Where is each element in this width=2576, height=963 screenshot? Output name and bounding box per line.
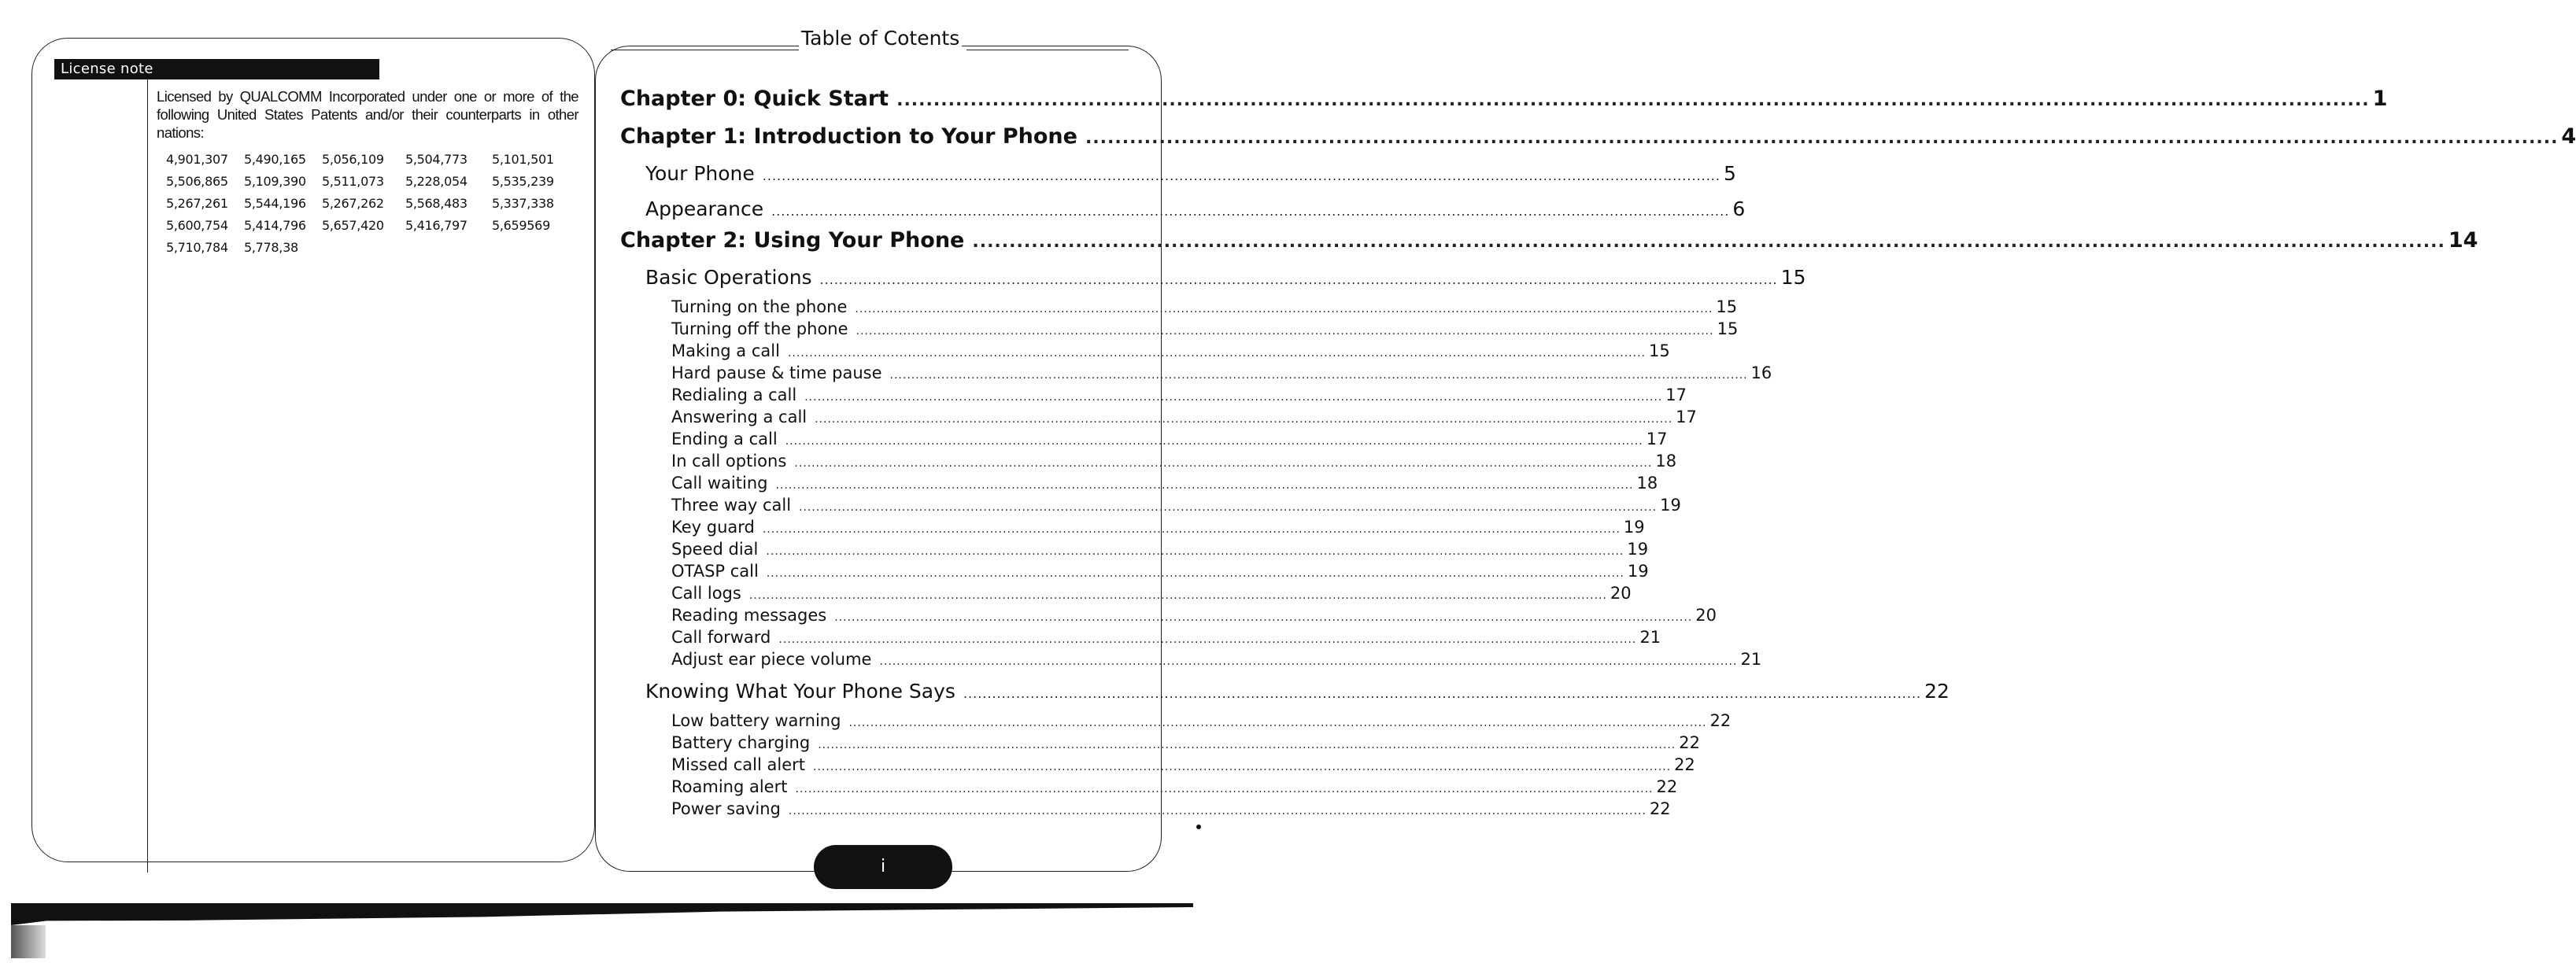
dot-leader: ........................................................................................................................................................................................................ [819,272,1778,287]
dot-leader: ........................................................................................................................................................................................................ [963,686,1922,701]
toc-subsection-entry[interactable] [671,799,1671,818]
license-page-frame [31,38,595,862]
toc-page-number: 16 [1750,363,1772,382]
toc-subsection-entry[interactable] [671,755,1695,774]
toc-entry-label: Battery charging [671,733,811,752]
toc-page-number: 22 [1656,777,1678,796]
patent-number: 5,337,338 [492,196,554,211]
scan-speck [1196,825,1201,829]
toc-entry-label: Call logs [671,584,741,603]
toc-subsection-entry[interactable] [671,430,1668,448]
toc-title: Table of Cotents [799,27,962,50]
toc-subsection-entry[interactable] [671,297,1738,316]
patent-number: 5,710,784 [166,240,228,255]
toc-subsection-entry[interactable] [671,341,1670,360]
patent-number: 5,416,797 [405,218,468,233]
dot-leader: ........................................................................................................................................................................................................ [794,457,1653,470]
dot-leader: ........................................................................................................................................................................................................ [879,655,1738,668]
dot-leader: ........................................................................................................................................................................................................ [818,739,1676,751]
page-number-badge: i [814,845,952,889]
toc-subsection-entry[interactable] [671,606,1717,625]
toc-page-number: 17 [1676,408,1697,426]
patent-number: 5,228,054 [405,174,468,189]
toc-entry-label: Missed call alert [671,755,806,774]
toc-entry-label: OTASP call [671,562,759,581]
toc-page-number: 18 [1655,452,1677,470]
toc-page-number: 1 [2372,87,2388,111]
patent-number: 5,535,239 [492,174,554,189]
toc-page-number: 18 [1636,474,1658,493]
toc-page-number: 22 [1649,799,1671,818]
toc-entry-label: Chapter 0: Quick Start [620,87,889,111]
dot-leader: ........................................................................................................................................................................................................ [972,232,2445,252]
toc-subsection-entry[interactable] [671,363,1772,382]
toc-section-entry[interactable] [645,162,1736,185]
toc-page-number: 15 [1648,341,1670,360]
toc-subsection-entry[interactable] [671,474,1658,493]
toc-entry-label: Key guard [671,518,755,537]
patent-number: 5,568,483 [405,196,468,211]
license-note-header: License note [54,59,379,79]
toc-chapter-entry[interactable] [620,228,2478,253]
toc-subsection-entry[interactable] [671,562,1649,581]
toc-chapter-entry[interactable] [620,87,2388,111]
toc-entry-label: Chapter 2: Using Your Phone [620,228,965,253]
dot-leader: ........................................................................................................................................................................................................ [785,435,1643,448]
patent-number: 5,267,261 [166,196,228,211]
dot-leader: ........................................................................................................................................................................................................ [766,545,1624,558]
toc-page-number: 20 [1610,584,1632,603]
patent-number: 4,901,307 [166,152,228,167]
toc-entry-label: Redialing a call [671,386,797,404]
dot-leader: ........................................................................................................................................................................................................ [889,369,1748,382]
toc-subsection-entry[interactable] [671,319,1739,338]
toc-page-number: 17 [1665,386,1687,404]
dot-leader: ........................................................................................................................................................................................................ [813,761,1672,773]
dot-leader: ........................................................................................................................................................................................................ [834,611,1693,624]
toc-subsection-entry[interactable] [671,584,1632,603]
dot-leader: ........................................................................................................................................................................................................ [788,805,1646,817]
dot-leader: ........................................................................................................................................................................................................ [855,303,1713,315]
dot-leader: ........................................................................................................................................................................................................ [848,717,1707,729]
toc-subsection-entry[interactable] [671,540,1649,559]
dot-leader: ........................................................................................................................................................................................................ [748,589,1607,602]
dot-leader: ........................................................................................................................................................................................................ [1085,128,2559,148]
toc-entry-label: Answering a call [671,408,808,426]
patent-number: 5,109,390 [244,174,306,189]
toc-entry-label: Power saving [671,799,781,818]
patent-number: 5,600,754 [166,218,228,233]
patent-number: 5,506,865 [166,174,228,189]
toc-entry-label: Hard pause & time pause [671,363,882,382]
toc-entry-label: Speed dial [671,540,759,559]
dot-leader: ........................................................................................................................................................................................................ [771,204,1730,219]
dot-leader: ........................................................................................................................................................................................................ [787,347,1646,360]
toc-page-number: 22 [1679,733,1700,752]
toc-entry-label: Turning on the phone [671,297,848,316]
toc-page-number: 22 [1924,680,1950,703]
patent-number: 5,101,501 [492,152,554,167]
license-vertical-rule [147,79,148,873]
toc-entry-label: Roaming alert [671,777,788,796]
patent-number: 5,504,773 [405,152,468,167]
toc-subsection-entry[interactable] [671,777,1678,796]
toc-chapter-entry[interactable] [620,124,2576,149]
patent-number: 5,414,796 [244,218,306,233]
toc-page-number: 22 [1709,711,1732,730]
toc-entry-label: Ending a call [671,430,778,448]
toc-section-entry[interactable] [645,266,1806,289]
license-body-text: Licensed by QUALCOMM Incorporated under one or more of the following United States Patents and/or their counterparts in other nations: [157,88,578,141]
toc-entry-label: Low battery warning [671,711,841,730]
patent-number: 5,511,073 [322,174,384,189]
scan-edge-bar [11,903,1193,925]
dot-leader: ........................................................................................................................................................................................................ [775,479,1634,492]
toc-page-number: 19 [1660,496,1681,515]
toc-section-entry[interactable] [645,197,1746,220]
toc-entry-label: Making a call [671,341,780,360]
dot-leader: ........................................................................................................................................................................................................ [856,325,1714,338]
dot-leader: ........................................................................................................................................................................................................ [804,391,1663,404]
toc-page-number: 14 [2448,228,2478,253]
toc-page-number: 22 [1674,755,1695,774]
toc-page-number: 6 [1732,197,1746,220]
toc-subsection-entry[interactable] [671,452,1677,470]
toc-page-number: 15 [1717,319,1739,338]
toc-entry-label: Three way call [671,496,792,515]
toc-page-number: 20 [1695,606,1717,625]
toc-entry-label: Turning off the phone [671,319,848,338]
toc-page-number: 19 [1623,518,1645,537]
toc-page-number: 15 [1780,266,1806,289]
toc-entry-label: Chapter 1: Introduction to Your Phone [620,124,1077,149]
patent-number: 5,544,196 [244,196,306,211]
toc-subsection-entry[interactable] [671,386,1687,404]
toc-entry-label: Reading messages [671,606,827,625]
toc-page-number: 21 [1740,650,1762,669]
toc-page-number: 5 [1723,162,1736,185]
patent-number: 5,490,165 [244,152,306,167]
patent-number: 5,056,109 [322,152,384,167]
toc-entry-label: Appearance [645,197,764,220]
patent-number: 5,657,420 [322,218,384,233]
toc-subsection-entry[interactable] [671,733,1700,752]
patent-list [166,151,575,256]
toc-entry-label: Basic Operations [645,266,812,289]
dot-leader: ........................................................................................................................................................................................................ [799,501,1658,514]
dot-leader: ........................................................................................................................................................................................................ [815,413,1673,426]
toc-entry-label: Call forward [671,628,771,647]
toc-entry-label: Knowing What Your Phone Says [645,680,955,703]
dot-leader: ........................................................................................................................................................................................................ [795,783,1654,795]
patent-number: 5,267,262 [322,196,384,211]
toc-page-number: 4 [2561,124,2576,149]
dot-leader: ........................................................................................................................................................................................................ [896,90,2370,110]
patent-number: 5,778,38 [244,240,298,255]
toc-subsection-entry[interactable] [671,408,1697,426]
patent-number: 5,659569 [492,218,550,233]
toc-page-number: 19 [1627,562,1649,581]
toc-entry-label: In call options [671,452,787,470]
toc-subsection-entry[interactable] [671,711,1732,730]
toc-page-number: 15 [1716,297,1738,316]
scan-corner-shadow [11,925,46,958]
toc-entry-label: Your Phone [645,162,755,185]
dot-leader: ........................................................................................................................................................................................................ [762,523,1621,536]
toc-page-number: 21 [1639,628,1661,647]
toc-page-number: 17 [1646,430,1668,448]
dot-leader: ........................................................................................................................................................................................................ [762,168,1720,183]
toc-subsection-entry[interactable] [671,628,1661,647]
dot-leader: ........................................................................................................................................................................................................ [766,567,1624,580]
toc-entry-label: Call waiting [671,474,768,493]
toc-entry-label: Adjust ear piece volume [671,650,872,669]
toc-subsection-entry[interactable] [671,496,1681,515]
toc-subsection-entry[interactable] [671,650,1762,669]
toc-page-number: 19 [1627,540,1649,559]
toc-section-entry[interactable] [645,680,1950,703]
dot-leader: ........................................................................................................................................................................................................ [778,633,1637,646]
toc-subsection-entry[interactable] [671,518,1645,537]
